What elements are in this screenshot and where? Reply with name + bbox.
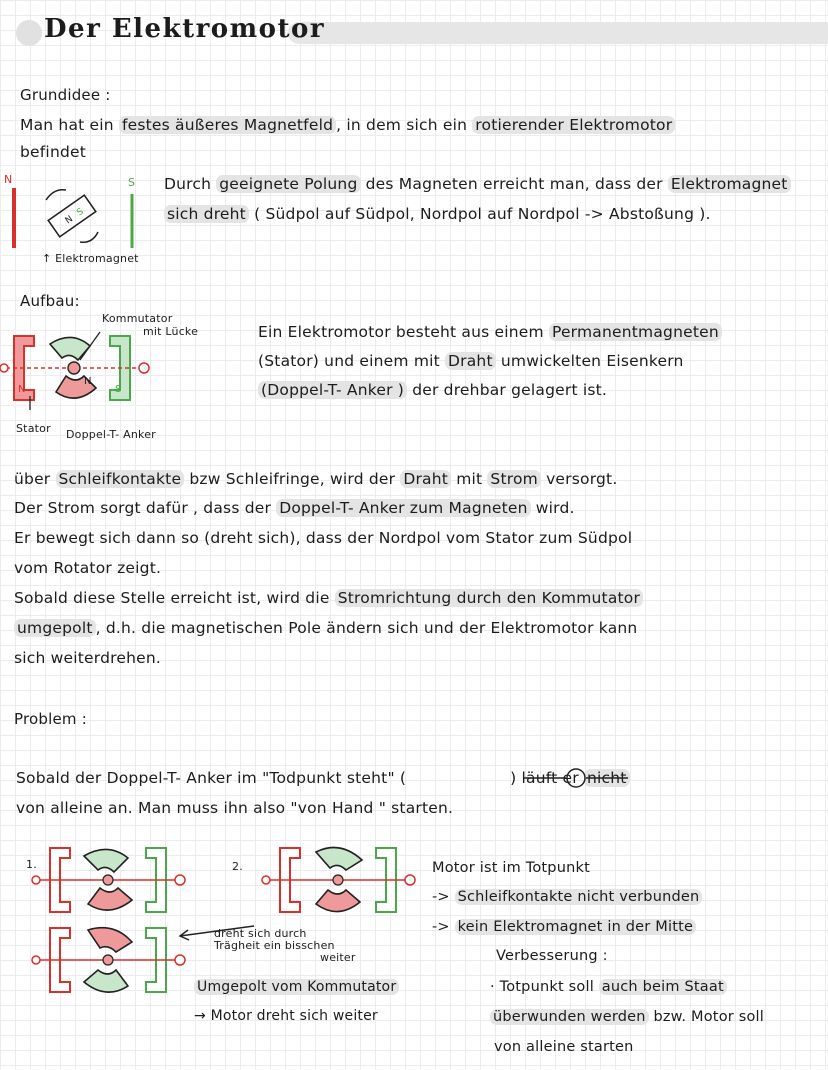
step-3-diagram (28, 920, 193, 1000)
right-line-5: · Totpunkt soll auch beim Staat (490, 979, 727, 995)
dreht-label-2: Trägheit ein bisschen (214, 939, 335, 952)
svg-text:S: S (75, 206, 86, 219)
svg-text:S: S (115, 384, 122, 395)
grundidee-para-2: sich dreht ( Südpol auf Südpol, Nordpol auf Nordpol -> Abstoßung ). (164, 205, 711, 223)
aufbau-para-2: (Stator) und einem mit Draht umwickelten Eisenkern (258, 352, 684, 370)
problem-heading: Problem : (14, 710, 87, 728)
anker-label: Doppel-T- Anker (66, 428, 156, 441)
right-line-6: überwunden werden bzw. Motor soll (490, 1009, 764, 1025)
body-line-4: vom Rotator zeigt. (14, 559, 162, 577)
step-1-number: 1. (26, 858, 37, 871)
step-1-diagram (28, 840, 193, 920)
body-line-6: umgepolt , d.h. die magnetischen Pole ändern sich und der Elektromotor kann (14, 619, 637, 637)
title-underline-bar (288, 22, 828, 44)
step-2-diagram (258, 840, 423, 920)
dreht-label-1: dreht sich durch (214, 927, 307, 940)
kommutator-label-2: mit Lücke (143, 325, 199, 338)
step-2-number: 2. (232, 860, 243, 873)
aufbau-para-1: Ein Elektromotor besteht aus einem Permanentmagneten (258, 323, 722, 341)
body-line-2: Der Strom sorgt dafür , dass der Doppel-T- Anker zum Magneten wird. (14, 499, 575, 517)
body-line-3: Er bewegt sich dann so (dreht sich), dass der Nordpol vom Stator zum Südpol (14, 529, 633, 547)
svg-text:N: N (63, 214, 75, 227)
problem-line-2: von alleine an. Man muss ihn also "von Hand " starten. (16, 799, 454, 817)
grundidee-heading: Grundidee : (20, 86, 111, 104)
umgepolt-text: Umgepolt vom Kommutator (194, 979, 399, 995)
title-bullet (16, 20, 42, 46)
grundidee-label-n: N (4, 173, 13, 186)
grundidee-label-s: S (128, 176, 136, 189)
motor-weiter-text: → Motor dreht sich weiter (194, 1008, 378, 1024)
problem-line-1: Sobald der Doppel-T- Anker im "Todpunkt steht" ( ) läuft er nicht (16, 769, 630, 787)
right-line-3: -> kein Elektromagnet in der Mitte (432, 919, 696, 935)
body-line-7: sich weiterdrehen. (14, 649, 162, 667)
body-line-5: Sobald diese Stelle erreicht ist, wird die Stromrichtung durch den Kommutator (14, 589, 643, 607)
verbesserung-heading: Verbesserung : (496, 948, 608, 964)
aufbau-para-3: (Doppel-T- Anker ) der drehbar gelagert ist. (258, 381, 607, 399)
grundidee-diagram (0, 180, 150, 250)
aufbau-motor-diagram (0, 330, 165, 420)
stator-label: Stator (16, 422, 51, 435)
right-line-1: Motor ist im Totpunkt (432, 860, 590, 876)
svg-text:N: N (84, 376, 92, 387)
right-line-7: von alleine starten (494, 1039, 634, 1055)
grundidee-para-1: Durch geeignete Polung des Magneten erreicht man, dass der Elektromagnet (164, 175, 791, 193)
grundidee-line-2: befindet (20, 143, 87, 161)
elektromagnet-label: ↑ Elektromagnet (42, 252, 139, 265)
kommutator-label: Kommutator (102, 312, 173, 325)
page-title: Der Elektromotor (44, 14, 326, 44)
body-line-1: über Schleifkontakte bzw Schleifringe, wird der Draht mit Strom versorgt. (14, 470, 618, 488)
aufbau-heading: Aufbau: (20, 292, 80, 310)
svg-text:N: N (18, 384, 26, 395)
dreht-label-3: weiter (320, 951, 356, 964)
grundidee-line-1: Man hat ein festes äußeres Magnetfeld , in dem sich ein rotierender Elektromotor (20, 116, 675, 134)
right-line-2: -> Schleifkontakte nicht verbunden (432, 889, 702, 905)
todpunkt-symbol (524, 768, 628, 788)
